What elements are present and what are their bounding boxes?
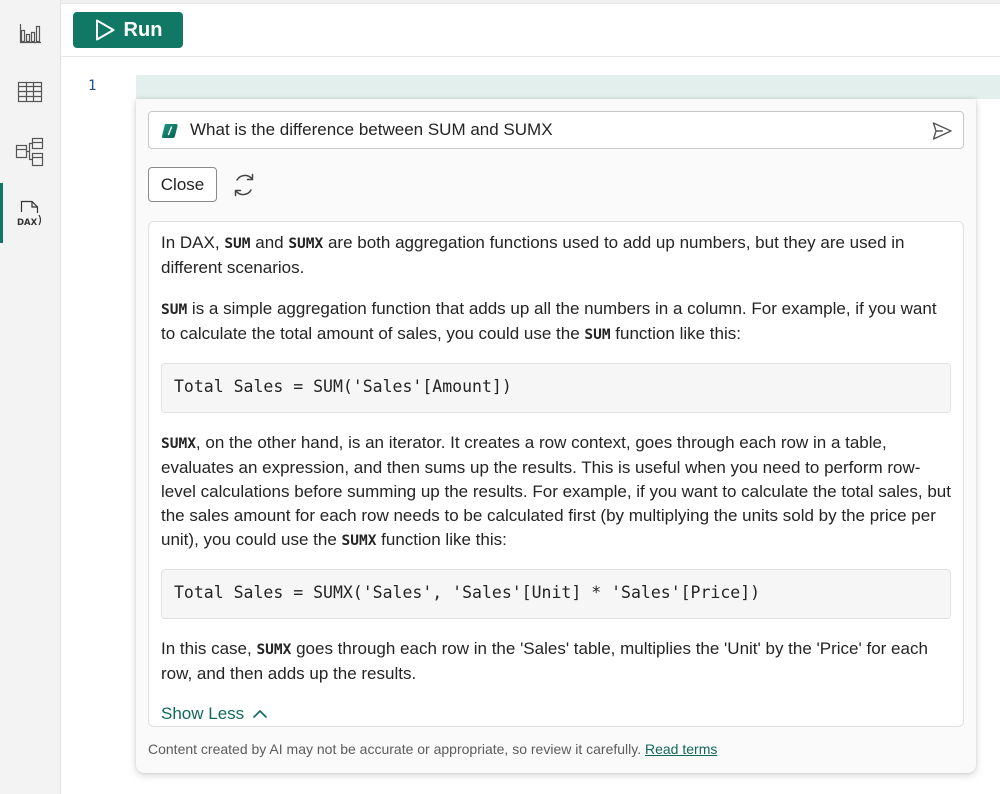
model-view-icon [15,137,45,167]
play-icon [94,18,116,42]
query-toolbar [61,4,1000,57]
copilot-panel [136,99,976,773]
copilot-answer-card [148,221,964,727]
rail-item-dax-query-view[interactable] [0,183,60,243]
code-block-sumx-example[interactable]: Total Sales = SUMX('Sales', 'Sales'[Unit] * 'Sales'[Price]) [161,569,951,619]
chevron-up-icon [252,708,268,720]
view-rail [0,0,61,794]
show-less-label: Show Less [161,704,245,723]
report-view-icon [18,21,42,45]
show-less-link[interactable] [161,704,268,724]
table-view-icon [17,80,43,104]
answer-paragraph-intro: In DAX, SUM and SUMX are both aggregation functions used to add up numbers, but they are used in different scenarios. [161,233,905,277]
read-terms-link[interactable]: Read terms [645,741,718,757]
ai-disclaimer-text: Content created by AI may not be accurate or appropriate, so review it carefully. [148,741,645,757]
dax-query-view-icon [15,198,45,228]
rail-item-model-view[interactable] [0,122,60,182]
code-block-sum-example[interactable]: Total Sales = SUM('Sales'[Amount]) [161,363,951,413]
run-button[interactable] [73,12,183,48]
refresh-icon[interactable] [230,171,258,199]
rail-item-report-view[interactable] [0,3,60,63]
answer-paragraph-sumx: SUMX, on the other hand, is an iterator. It creates a row context, goes through each row in a table, evaluates an expression, and then sums up the results. This is useful when you need to perform row-level calculations before summing up the results. For example, if you want to calculate the total sales, but the sales amount for each row needs to be calculated first (by multiplying the units sold by the price per unit), you could use the SUMX function like this: [161,433,951,549]
editor-current-line[interactable] [136,75,1000,99]
copilot-prompt-text: What is the difference between SUM and SUMX [190,120,553,139]
copilot-prompt-input[interactable] [148,111,964,149]
dax-icon-label: DAX [17,218,38,228]
ai-disclaimer [148,741,717,757]
copilot-icon [161,122,179,140]
send-icon[interactable] [931,120,953,142]
close-button[interactable]: Close [148,167,217,202]
answer-paragraph-summary: In this case, SUMX goes through each row in the 'Sales' table, multiplies the 'Unit' by the 'Price' for each row, and then adds up the results. [161,639,928,683]
answer-paragraph-sum: SUM is a simple aggregation function that adds up all the numbers in a column. For example, if you want to calculate the total amount of sales, you could use the SUM function like this: [161,299,937,343]
rail-item-table-view[interactable] [0,62,60,122]
run-button-label: Run [123,18,163,41]
line-number: 1 [88,78,97,94]
